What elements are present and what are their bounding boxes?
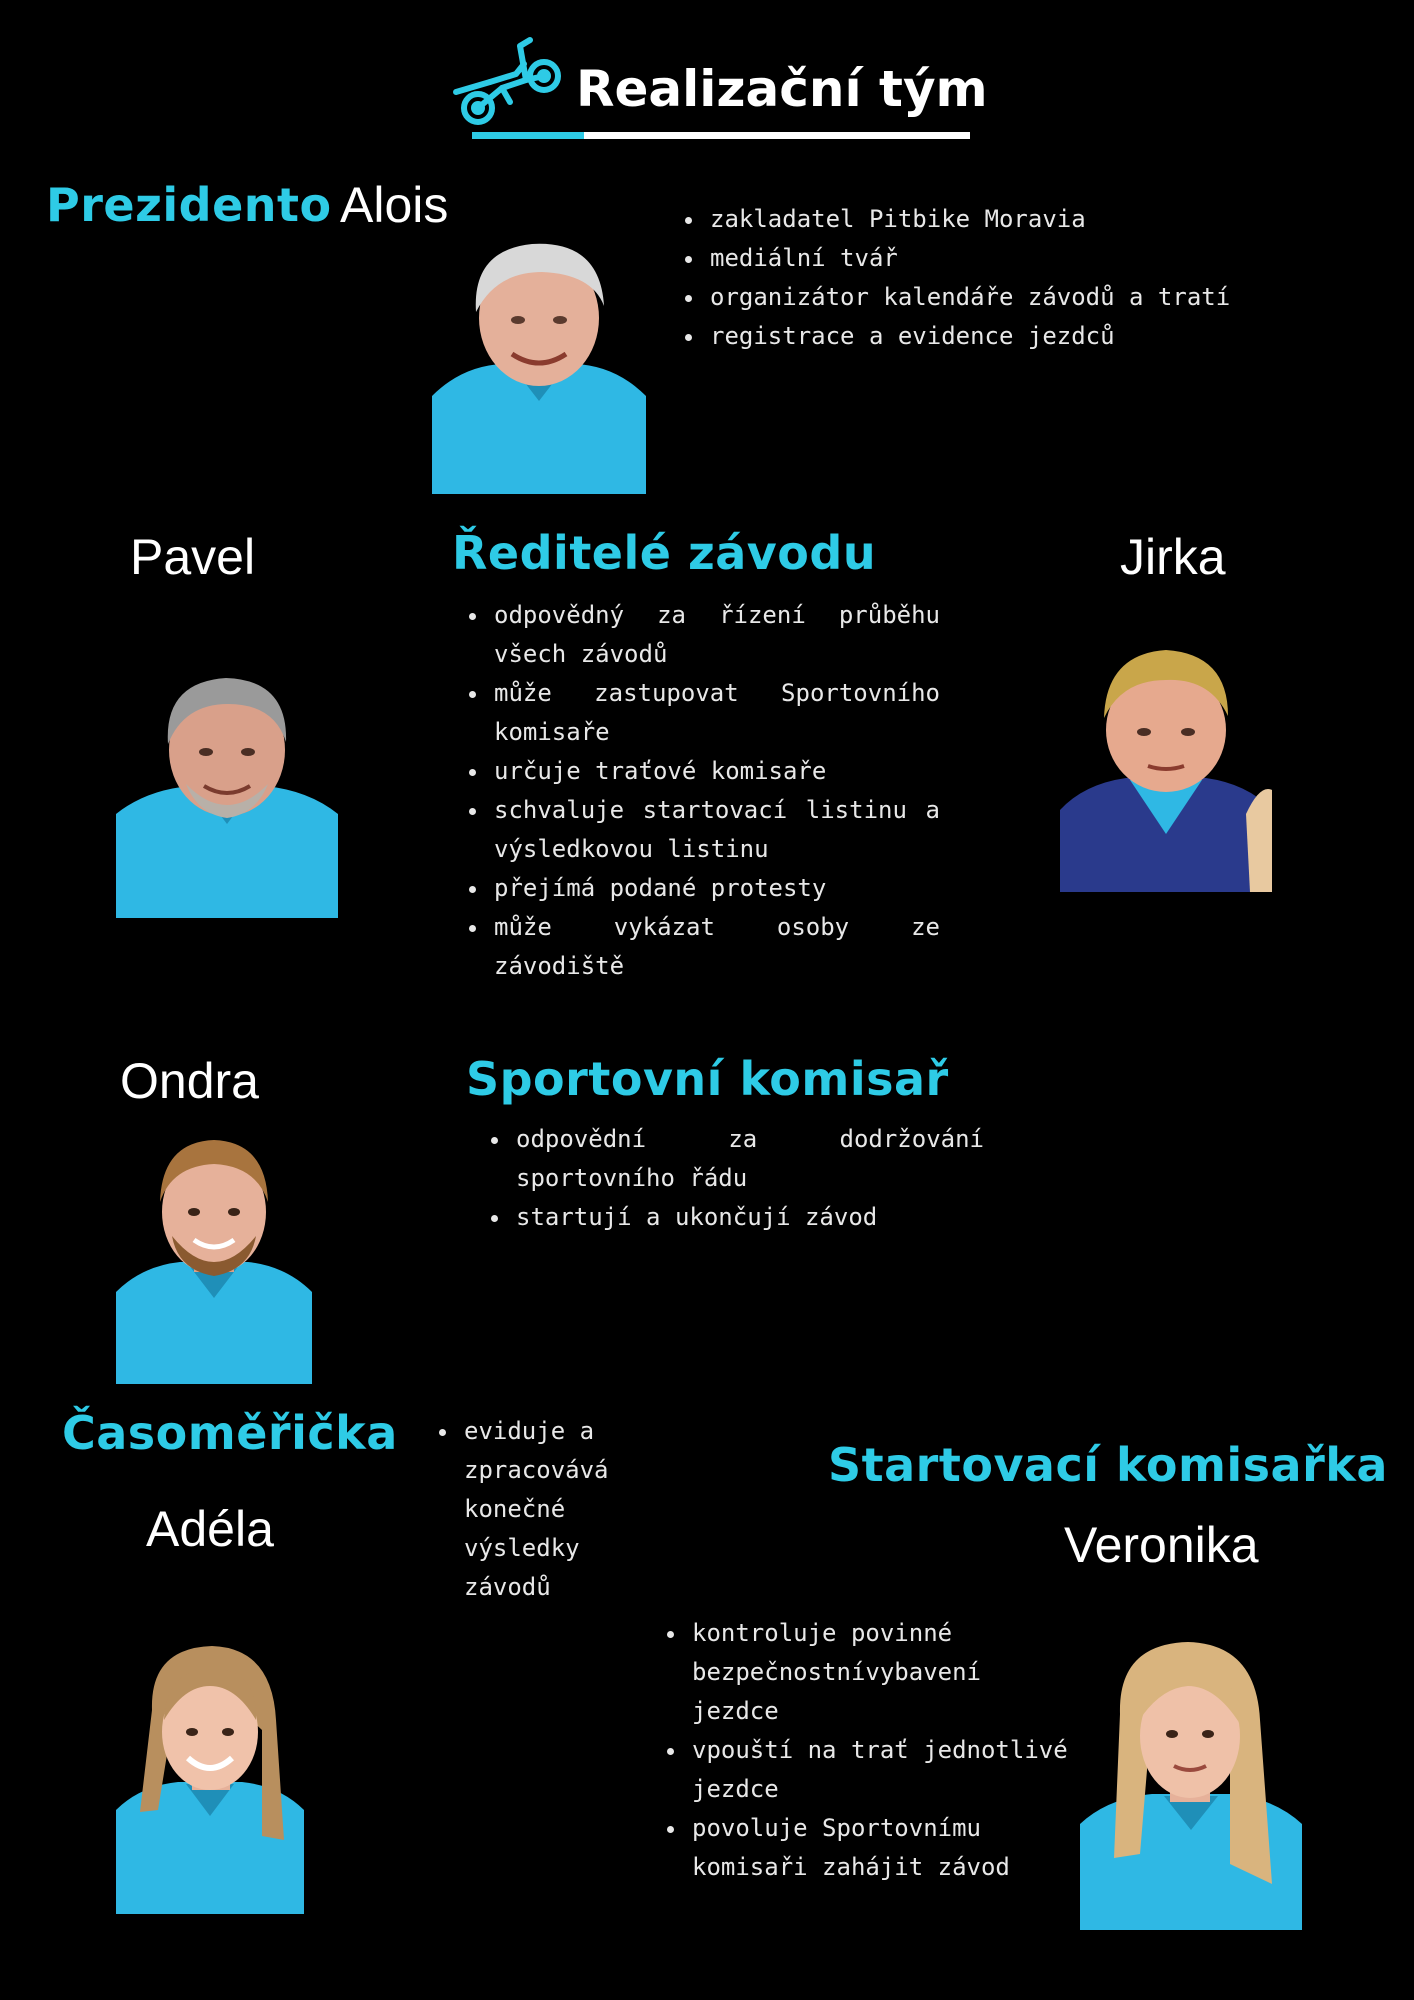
directors-duties — [456, 596, 940, 986]
list-item: • vpouští na trať jednotlivé jezdce — [688, 1731, 1068, 1809]
list-item: • povoluje Sportovnímu komisaři zahájit závod — [688, 1809, 1068, 1887]
director-name-jirka: Jirka — [1120, 529, 1226, 585]
list-item: • odpovědný za řízení průběhu všech závodů — [490, 596, 940, 674]
start-commissioner-photo — [1080, 1634, 1302, 1930]
list-item: • určuje traťové komisaře — [490, 752, 940, 791]
start-commissioner-duties — [654, 1614, 1068, 1887]
timekeeper-photo — [116, 1640, 304, 1914]
directors-role: Ředitelé závodu — [452, 526, 877, 580]
president-photo — [432, 226, 646, 494]
list-item: • přejímá podané protesty — [490, 869, 940, 908]
title-underline-accent — [472, 132, 584, 139]
timekeeper-duties — [426, 1412, 656, 1607]
director-photo-jirka — [1060, 634, 1272, 892]
list-item: • organizátor kalendáře závodů a tratí — [706, 278, 1346, 317]
list-item: • zakladatel Pitbike Moravia — [706, 200, 1346, 239]
president-duties — [672, 200, 1346, 356]
start-commissioner-name: Veronika — [1064, 1517, 1259, 1573]
start-commissioner-role: Startovací komisařka — [828, 1438, 1388, 1492]
pitbike-motorcycle-icon — [450, 36, 566, 130]
sport-commissioner-role: Sportovní komisař — [466, 1052, 949, 1106]
page-title: Realizační tým — [576, 60, 988, 118]
list-item: • eviduje a zpracovává konečné výsledky závodů — [460, 1412, 656, 1607]
list-item: • registrace a evidence jezdců — [706, 317, 1346, 356]
director-name-pavel: Pavel — [130, 529, 256, 585]
director-photo-pavel — [116, 664, 338, 918]
timekeeper-name: Adéla — [146, 1501, 274, 1557]
list-item: • startují a ukončují závod — [512, 1198, 984, 1237]
president-name: Alois — [340, 177, 449, 233]
timekeeper-role: Časoměřička — [62, 1406, 398, 1460]
list-item: • kontroluje povinné bezpečnostnívybavení jezdce — [688, 1614, 1068, 1731]
list-item: • může vykázat osoby ze závodiště — [490, 908, 940, 986]
list-item: • schvaluje startovací listinu a výsledkovou listinu — [490, 791, 940, 869]
sport-commissioner-photo — [116, 1128, 312, 1384]
title-underline — [584, 132, 970, 139]
list-item: • mediální tvář — [706, 239, 1346, 278]
sport-commissioner-duties — [478, 1120, 984, 1237]
list-item: • může zastupovat Sportovního komisaře — [490, 674, 940, 752]
list-item: • odpovědní za dodržování sportovního řádu — [512, 1120, 984, 1198]
president-role: Prezidento — [46, 178, 332, 232]
sport-commissioner-name: Ondra — [120, 1053, 259, 1109]
header-logo — [450, 36, 566, 130]
